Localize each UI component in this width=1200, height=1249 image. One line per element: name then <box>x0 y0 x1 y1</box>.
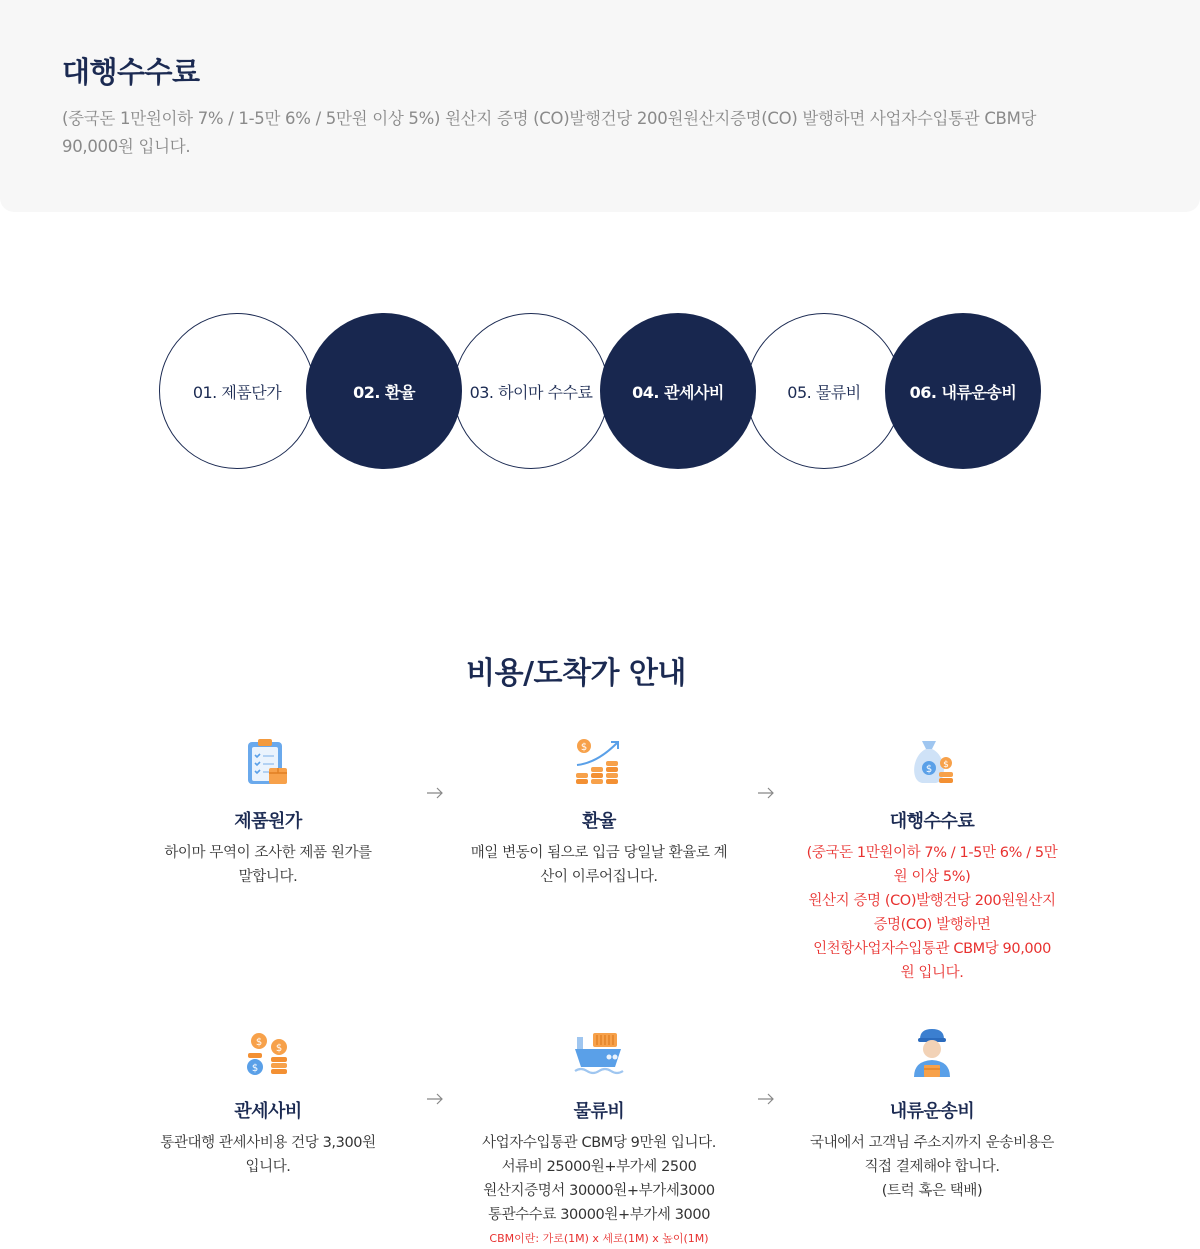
card-description: (중국돈 1만원이하 7% / 1-5만 6% / 5만 원 이상 5%) 원산지 증명 (CO)발행건당 200원원산지 증명(CO) 발행하면 인천항사업자수입통관 CBM당 90,000 원 입니다. <box>806 845 1058 981</box>
step-circle-4: 04. 관세사비 <box>600 313 756 469</box>
card-exchange-rate <box>464 737 734 889</box>
card-product-cost <box>133 737 403 889</box>
card-logistics-cost <box>464 1027 734 1249</box>
card-domestic-shipping <box>797 1027 1067 1203</box>
step-circle-2: 02. 환율 <box>306 313 462 469</box>
step-circle-1: 01. 제품단가 <box>159 313 315 469</box>
card-title: 내류운송비 <box>889 1101 975 1122</box>
card-description: 국내에서 고객님 주소지까지 운송비용은 직접 결제해야 합니다. (트럭 혹은 택배) <box>810 1135 1054 1199</box>
clipboard-icon <box>242 737 294 789</box>
arrow-right-icon <box>757 1092 775 1106</box>
card-agency-fee <box>797 737 1067 985</box>
cbm-note: CBM이란: 가로(1M) x 세로(1M) x 높이(1M) <box>489 1232 709 1245</box>
svg-text:$: $ <box>943 760 949 770</box>
card-title: 제품원가 <box>234 811 302 832</box>
delivery-worker-icon <box>906 1027 958 1079</box>
card-description: 하이마 무역이 조사한 제품 원가를 말합니다. <box>164 845 372 885</box>
arrow-right-icon <box>426 786 444 800</box>
fee-title: 대행수수료 <box>62 55 200 89</box>
card-title: 관세사비 <box>234 1101 302 1122</box>
card-title: 물류비 <box>573 1101 625 1122</box>
fee-info-box <box>0 0 1200 212</box>
cost-guide-title: 비용/도착가 안내 <box>466 656 686 691</box>
rising-coins-icon <box>573 737 625 789</box>
coins-icon <box>242 1027 294 1079</box>
arrow-right-icon <box>426 1092 444 1106</box>
step-circle-5: 05. 물류비 <box>746 313 902 469</box>
svg-text:$: $ <box>925 764 933 775</box>
card-description: 매일 변동이 됨으로 입금 당일날 환율로 계 산이 이루어집니다. <box>470 845 728 885</box>
step-circle-6: 06. 내류운송비 <box>885 313 1041 469</box>
step-circle-3: 03. 하이마 수수료 <box>453 313 609 469</box>
svg-text:$: $ <box>275 1043 283 1054</box>
card-description: 사업자수입통관 CBM당 9만원 입니다. 서류비 25000원+부가세 2500 원산지증명서 30000원+부가세3000 통관수수료 30000원+부가세 3000 <box>482 1135 716 1223</box>
card-description: 통관대행 관세사비용 건당 3,300원 입니다. <box>160 1135 376 1175</box>
fee-description: (중국돈 1만원이하 7% / 1-5만 6% / 5만원 이상 5%) 원산지 증명 (CO)발행건당 200원원산지증명(CO) 발행하면 사업자수입통관 CBM당 90,000원 입니다. <box>62 109 1037 156</box>
arrow-right-icon <box>757 786 775 800</box>
svg-text:$: $ <box>251 1063 259 1074</box>
card-title: 환율 <box>582 811 616 832</box>
svg-text:$: $ <box>580 742 588 753</box>
card-customs-broker-fee <box>133 1027 403 1179</box>
card-title: 대행수수료 <box>889 811 975 832</box>
svg-text:$: $ <box>255 1037 263 1048</box>
cargo-ship-icon <box>573 1027 625 1079</box>
money-bag-icon <box>906 737 958 789</box>
